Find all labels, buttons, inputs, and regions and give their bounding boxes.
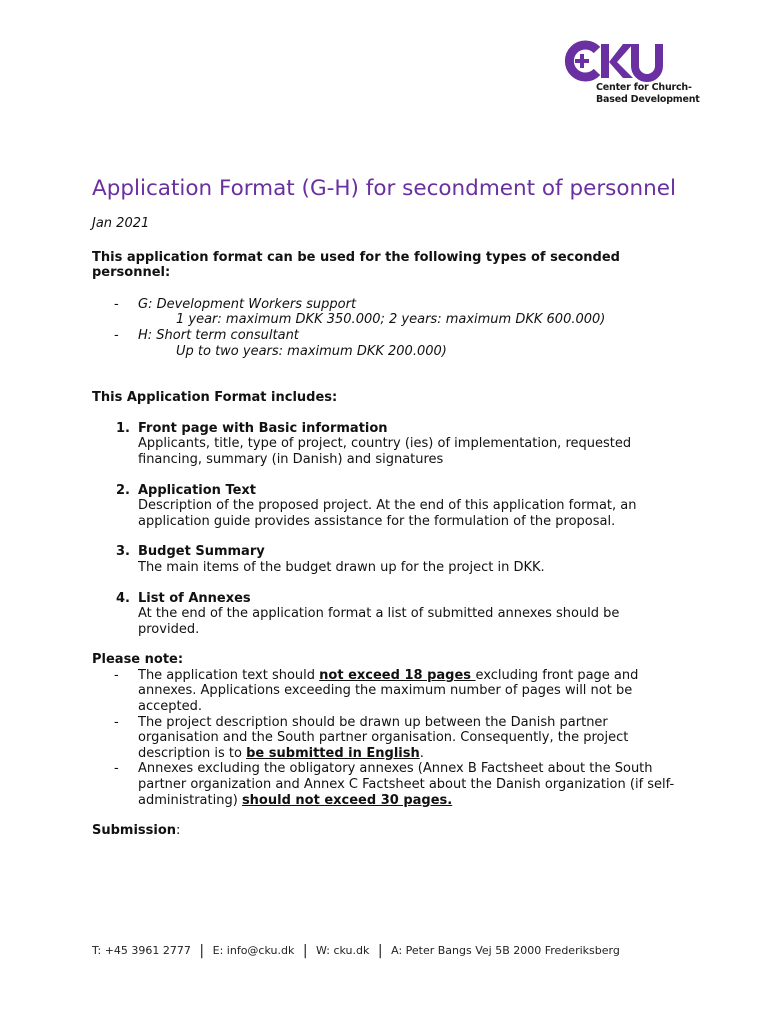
document-body <box>92 170 682 839</box>
list-item <box>92 715 682 762</box>
includes-heading: This Application Format includes: <box>92 390 338 406</box>
footer-web: W: cku.dk <box>316 944 370 957</box>
submission-colon: : <box>176 823 181 839</box>
item-number: 3. <box>116 544 130 560</box>
personnel-types-list <box>92 297 682 359</box>
note-heading: Please note: <box>92 652 184 668</box>
list-item <box>92 591 682 638</box>
list-item <box>92 328 682 359</box>
cku-logo <box>563 40 713 106</box>
type-detail: Up to two years: maximum DKK 200.000) <box>176 343 447 359</box>
type-label: H: Short term consultant <box>138 327 299 343</box>
item-title: Application Text <box>138 482 257 498</box>
logo-line-1: Center for Church- <box>596 82 692 93</box>
footer-separator: | <box>302 943 308 959</box>
document-date: Jan 2021 <box>92 216 150 231</box>
item-title: List of Annexes <box>138 590 251 606</box>
item-title: Front page with Basic information <box>138 420 388 436</box>
note-text: excluding front page and annexes. Applications exceeding the maximum number of pages will not be accepted. <box>138 667 639 715</box>
intro-text: This application format can be used for the following types of seconded personnel: <box>92 249 620 281</box>
submission-label: Submission <box>92 823 177 839</box>
list-item <box>92 544 682 575</box>
item-description: The main items of the budget drawn up for the project in DKK. <box>138 559 545 575</box>
includes-list <box>92 421 682 638</box>
cku-logo-mark <box>563 40 663 82</box>
list-item <box>92 668 682 715</box>
page-title: Application Format (G-H) for secondment of personnel <box>92 176 676 201</box>
item-description: At the end of the application format a list of submitted annexes should be provided. <box>138 606 620 637</box>
list-item <box>92 421 682 468</box>
note-emphasis: be submitted in English <box>246 745 420 761</box>
note-emphasis: should not exceed 30 pages. <box>241 792 453 808</box>
note-text: The application text should <box>138 667 320 683</box>
note-emphasis: not exceed 18 pages <box>319 667 476 683</box>
notes-list <box>92 668 682 808</box>
footer-separator: | <box>199 943 205 959</box>
item-title: Budget Summary <box>138 544 265 560</box>
item-description: Description of the proposed project. At the end of this application format, an application guide provides assistance for the formulation of the proposal. <box>138 498 637 529</box>
list-item <box>92 297 682 328</box>
type-label: G: Development Workers support <box>138 296 357 312</box>
note-text: The project description should be drawn up between the Danish partner organisation and the South partner organisation. Consequently, the project description is to <box>138 714 629 761</box>
item-number: 4. <box>116 590 130 606</box>
submission-heading <box>92 823 682 839</box>
item-description: Applicants, title, type of project, country (ies) of implementation, requested financing, summary (in Danish) and signatures <box>138 436 632 467</box>
list-item <box>92 483 682 530</box>
footer-email: E: info@cku.dk <box>212 944 295 957</box>
logo-line-2: Based Development <box>596 94 700 105</box>
footer-address: A: Peter Bangs Vej 5B 2000 Frederiksberg <box>391 944 620 957</box>
note-text: . <box>419 745 424 761</box>
footer-phone: T: +45 3961 2777 <box>92 944 191 957</box>
footer-separator: | <box>377 943 383 959</box>
item-number: 1. <box>116 420 130 436</box>
page-footer <box>92 942 620 958</box>
list-item <box>92 761 682 808</box>
note-text: Annexes excluding the obligatory annexes (Annex B Factsheet about the South partner organization and Annex C Factsheet about the Danish organization (if self-administrating) <box>138 761 675 808</box>
item-number: 2. <box>116 482 130 498</box>
type-detail: 1 year: maximum DKK 350.000; 2 years: maximum DKK 600.000) <box>176 312 606 328</box>
